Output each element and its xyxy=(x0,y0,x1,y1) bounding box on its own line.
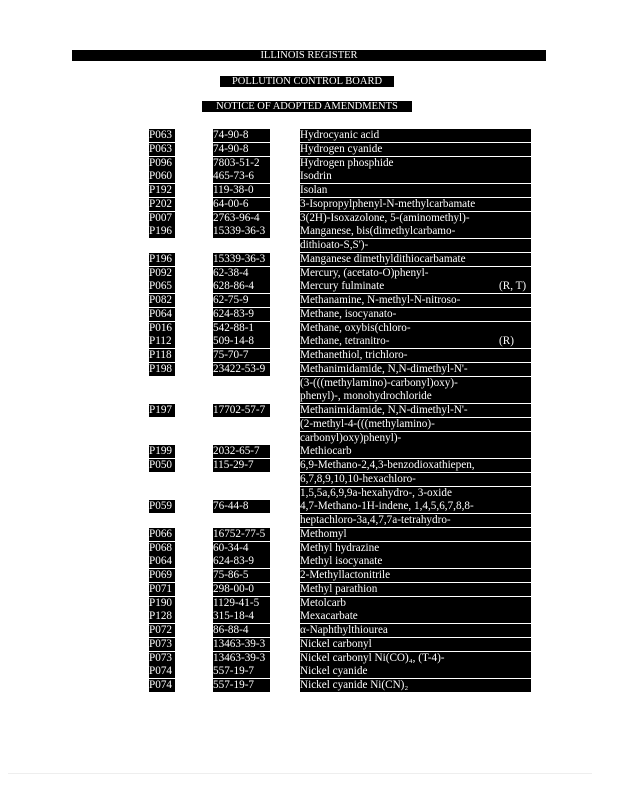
substance-name-cell: Methiocarb xyxy=(300,445,531,458)
table-row xyxy=(0,459,618,472)
waste-code-cell: P063 xyxy=(149,143,175,156)
cas-number-cell: 624-83-9 xyxy=(213,555,270,568)
substance-name-cell: Methane, oxybis(chloro- xyxy=(300,322,531,335)
table-row xyxy=(0,198,618,211)
substance-name-cell: 3(2H)-Isoxazolone, 5-(aminomethyl)- xyxy=(300,212,531,225)
cas-number-cell: 74-90-8 xyxy=(213,143,270,156)
table-row xyxy=(0,487,618,500)
substance-name-cell: Nickel cyanide xyxy=(300,665,531,678)
cas-number-cell: 15339-36-3 xyxy=(213,253,270,266)
substance-name-cell: 3-Isopropylphenyl-N-methylcarbamate xyxy=(300,198,531,211)
substance-name-cell: phenyl)-, monohydrochloride xyxy=(300,390,531,403)
substance-name-cell: Nickel carbonyl xyxy=(300,638,531,651)
table-row xyxy=(0,225,618,238)
cas-number-cell: 13463-39-3 xyxy=(213,638,270,651)
table-row xyxy=(0,212,618,225)
substance-name-cell: heptachloro-3a,4,7,7a-tetrahydro- xyxy=(300,514,531,527)
substance-name-cell: Methane, isocyanato- xyxy=(300,308,531,321)
cas-number-cell: 15339-36-3 xyxy=(213,225,270,238)
table-row xyxy=(0,349,618,362)
table-row xyxy=(0,143,618,156)
waste-code-cell: P066 xyxy=(149,528,175,541)
substance-name-cell: (3-(((methylamino)-carbonyl)oxy)- xyxy=(300,377,531,390)
table-row xyxy=(0,569,618,582)
cas-number-cell: 74-90-8 xyxy=(213,129,270,142)
substance-name-cell: Isolan xyxy=(300,184,531,197)
waste-code-cell: P197 xyxy=(149,404,175,417)
waste-code-cell: P059 xyxy=(149,500,175,513)
cas-number-cell: 86-88-4 xyxy=(213,624,270,637)
page-bottom-rule xyxy=(8,773,592,774)
waste-code-cell: P074 xyxy=(149,665,175,678)
table-row xyxy=(0,679,618,692)
substance-name-cell: 4,7-Methano-1H-indene, 1,4,5,6,7,8,8- xyxy=(300,500,531,513)
table-row xyxy=(0,528,618,541)
waste-code-cell: P050 xyxy=(149,459,175,472)
substance-name-cell: 6,7,8,9,10,10-hexachloro- xyxy=(300,473,531,486)
waste-code-cell: P068 xyxy=(149,542,175,555)
waste-code-cell: P112 xyxy=(149,335,175,348)
substance-name-cell: 2-Methyllactonitrile xyxy=(300,569,531,582)
table-row xyxy=(0,610,618,623)
substance-name-cell: Mercury, (acetato-O)phenyl- xyxy=(300,267,531,280)
waste-code-cell: P092 xyxy=(149,267,175,280)
table-row xyxy=(0,377,618,390)
table-row xyxy=(0,597,618,610)
cas-number-cell: 62-75-9 xyxy=(213,294,270,307)
cas-number-cell: 60-34-4 xyxy=(213,542,270,555)
substance-name-cell: Hydrogen cyanide xyxy=(300,143,531,156)
substance-name-cell: Methane, tetranitro- xyxy=(300,335,531,348)
cas-number-cell: 119-38-0 xyxy=(213,184,270,197)
substance-name-cell: Manganese, bis(dimethylcarbamo- xyxy=(300,225,531,238)
table-row xyxy=(0,129,618,142)
substance-name-cell: Metolcarb xyxy=(300,597,531,610)
table-row xyxy=(0,308,618,321)
table-row xyxy=(0,267,618,280)
waste-code-cell: P071 xyxy=(149,583,175,596)
cas-number-cell: 115-29-7 xyxy=(213,459,270,472)
substance-name-cell: Isodrin xyxy=(300,170,531,183)
table-row xyxy=(0,239,618,252)
table-row xyxy=(0,514,618,527)
substance-name-cell: Methyl hydrazine xyxy=(300,542,531,555)
table-row xyxy=(0,322,618,335)
cas-number-cell: 1129-41-5 xyxy=(213,597,270,610)
substance-name-cell: (2-methyl-4-(((methylamino)- xyxy=(300,418,531,431)
waste-code-cell: P196 xyxy=(149,253,175,266)
waste-code-cell: P096 xyxy=(149,157,175,170)
table-row xyxy=(0,652,618,665)
substance-name-cell: Methanimidamide, N,N-dimethyl-N'- xyxy=(300,363,531,376)
substance-name-cell: Nickel carbonyl Ni(CO)₄, (T-4)- xyxy=(300,652,531,665)
cas-number-cell: 2032-65-7 xyxy=(213,445,270,458)
waste-code-cell: P007 xyxy=(149,212,175,225)
cas-number-cell: 16752-77-5 xyxy=(213,528,270,541)
table-row xyxy=(0,280,618,293)
table-row xyxy=(0,184,618,197)
substance-name-cell: Hydrogen phosphide xyxy=(300,157,531,170)
waste-code-cell: P063 xyxy=(149,129,175,142)
cas-number-cell: 557-19-7 xyxy=(213,679,270,692)
table-row xyxy=(0,500,618,513)
board-title: POLLUTION CONTROL BOARD xyxy=(220,76,394,87)
cas-number-cell: 62-38-4 xyxy=(213,267,270,280)
waste-code-cell: P065 xyxy=(149,280,175,293)
substance-name-cell: Mercury fulminate xyxy=(300,280,531,293)
waste-code-cell: P198 xyxy=(149,363,175,376)
cas-number-cell: 7803-51-2 xyxy=(213,157,270,170)
waste-code-cell: P069 xyxy=(149,569,175,582)
substance-name-cell: carbonyl)oxy)phenyl)- xyxy=(300,432,531,445)
waste-code-cell: P064 xyxy=(149,308,175,321)
table-row xyxy=(0,157,618,170)
substance-name-cell: Hydrocyanic acid xyxy=(300,129,531,142)
cas-number-cell: 465-73-6 xyxy=(213,170,270,183)
table-row xyxy=(0,404,618,417)
cas-number-cell: 315-18-4 xyxy=(213,610,270,623)
waste-code-cell: P074 xyxy=(149,679,175,692)
waste-code-cell: P196 xyxy=(149,225,175,238)
table-row xyxy=(0,253,618,266)
table-row xyxy=(0,363,618,376)
table-row xyxy=(0,294,618,307)
register-title: ILLINOIS REGISTER xyxy=(72,50,546,61)
table-row xyxy=(0,445,618,458)
table-row xyxy=(0,390,618,403)
substance-name-cell: Methyl parathion xyxy=(300,583,531,596)
hazard-note-cell: (R, T) xyxy=(499,280,527,293)
table-row xyxy=(0,583,618,596)
substance-name-cell: dithioato-S,S')- xyxy=(300,239,531,252)
table-row xyxy=(0,335,618,348)
cas-number-cell: 624-83-9 xyxy=(213,308,270,321)
substance-name-cell: Nickel cyanide Ni(CN)₂ xyxy=(300,679,531,692)
cas-number-cell: 557-19-7 xyxy=(213,665,270,678)
table-row xyxy=(0,665,618,678)
table-row xyxy=(0,555,618,568)
cas-number-cell: 13463-39-3 xyxy=(213,652,270,665)
notice-title: NOTICE OF ADOPTED AMENDMENTS xyxy=(202,101,412,112)
waste-code-cell: P192 xyxy=(149,184,175,197)
substance-name-cell: Methanimidamide, N,N-dimethyl-N'- xyxy=(300,404,531,417)
waste-code-cell: P072 xyxy=(149,624,175,637)
substance-name-cell: Mexacarbate xyxy=(300,610,531,623)
waste-code-cell: P073 xyxy=(149,638,175,651)
waste-code-cell: P199 xyxy=(149,445,175,458)
waste-code-cell: P060 xyxy=(149,170,175,183)
table-row xyxy=(0,638,618,651)
table-row xyxy=(0,432,618,445)
waste-code-cell: P128 xyxy=(149,610,175,623)
substance-name-cell: Methanethiol, trichloro- xyxy=(300,349,531,362)
cas-number-cell: 2763-96-4 xyxy=(213,212,270,225)
table-row xyxy=(0,473,618,486)
cas-number-cell: 64-00-6 xyxy=(213,198,270,211)
waste-code-cell: P202 xyxy=(149,198,175,211)
cas-number-cell: 75-86-5 xyxy=(213,569,270,582)
waste-code-cell: P082 xyxy=(149,294,175,307)
waste-code-cell: P064 xyxy=(149,555,175,568)
waste-code-cell: P190 xyxy=(149,597,175,610)
table-row xyxy=(0,418,618,431)
cas-number-cell: 76-44-8 xyxy=(213,500,270,513)
substance-name-cell: Manganese dimethyldithiocarbamate xyxy=(300,253,531,266)
cas-number-cell: 509-14-8 xyxy=(213,335,270,348)
table-row xyxy=(0,170,618,183)
waste-code-cell: P073 xyxy=(149,652,175,665)
substance-name-cell: 6,9-Methano-2,4,3-benzodioxathiepen, xyxy=(300,459,531,472)
cas-number-cell: 23422-53-9 xyxy=(213,363,270,376)
waste-code-cell: P118 xyxy=(149,349,175,362)
cas-number-cell: 628-86-4 xyxy=(213,280,270,293)
substance-name-cell: Methyl isocyanate xyxy=(300,555,531,568)
table-row xyxy=(0,624,618,637)
substance-name-cell: α-Naphthylthiourea xyxy=(300,624,531,637)
table-row xyxy=(0,542,618,555)
cas-number-cell: 17702-57-7 xyxy=(213,404,270,417)
substance-name-cell: Methomyl xyxy=(300,528,531,541)
cas-number-cell: 542-88-1 xyxy=(213,322,270,335)
cas-number-cell: 75-70-7 xyxy=(213,349,270,362)
cas-number-cell: 298-00-0 xyxy=(213,583,270,596)
substance-name-cell: Methanamine, N-methyl-N-nitroso- xyxy=(300,294,531,307)
waste-code-cell: P016 xyxy=(149,322,175,335)
substance-name-cell: 1,5,5a,6,9,9a-hexahydro-, 3-oxide xyxy=(300,487,531,500)
hazard-note-cell: (R) xyxy=(499,335,514,348)
